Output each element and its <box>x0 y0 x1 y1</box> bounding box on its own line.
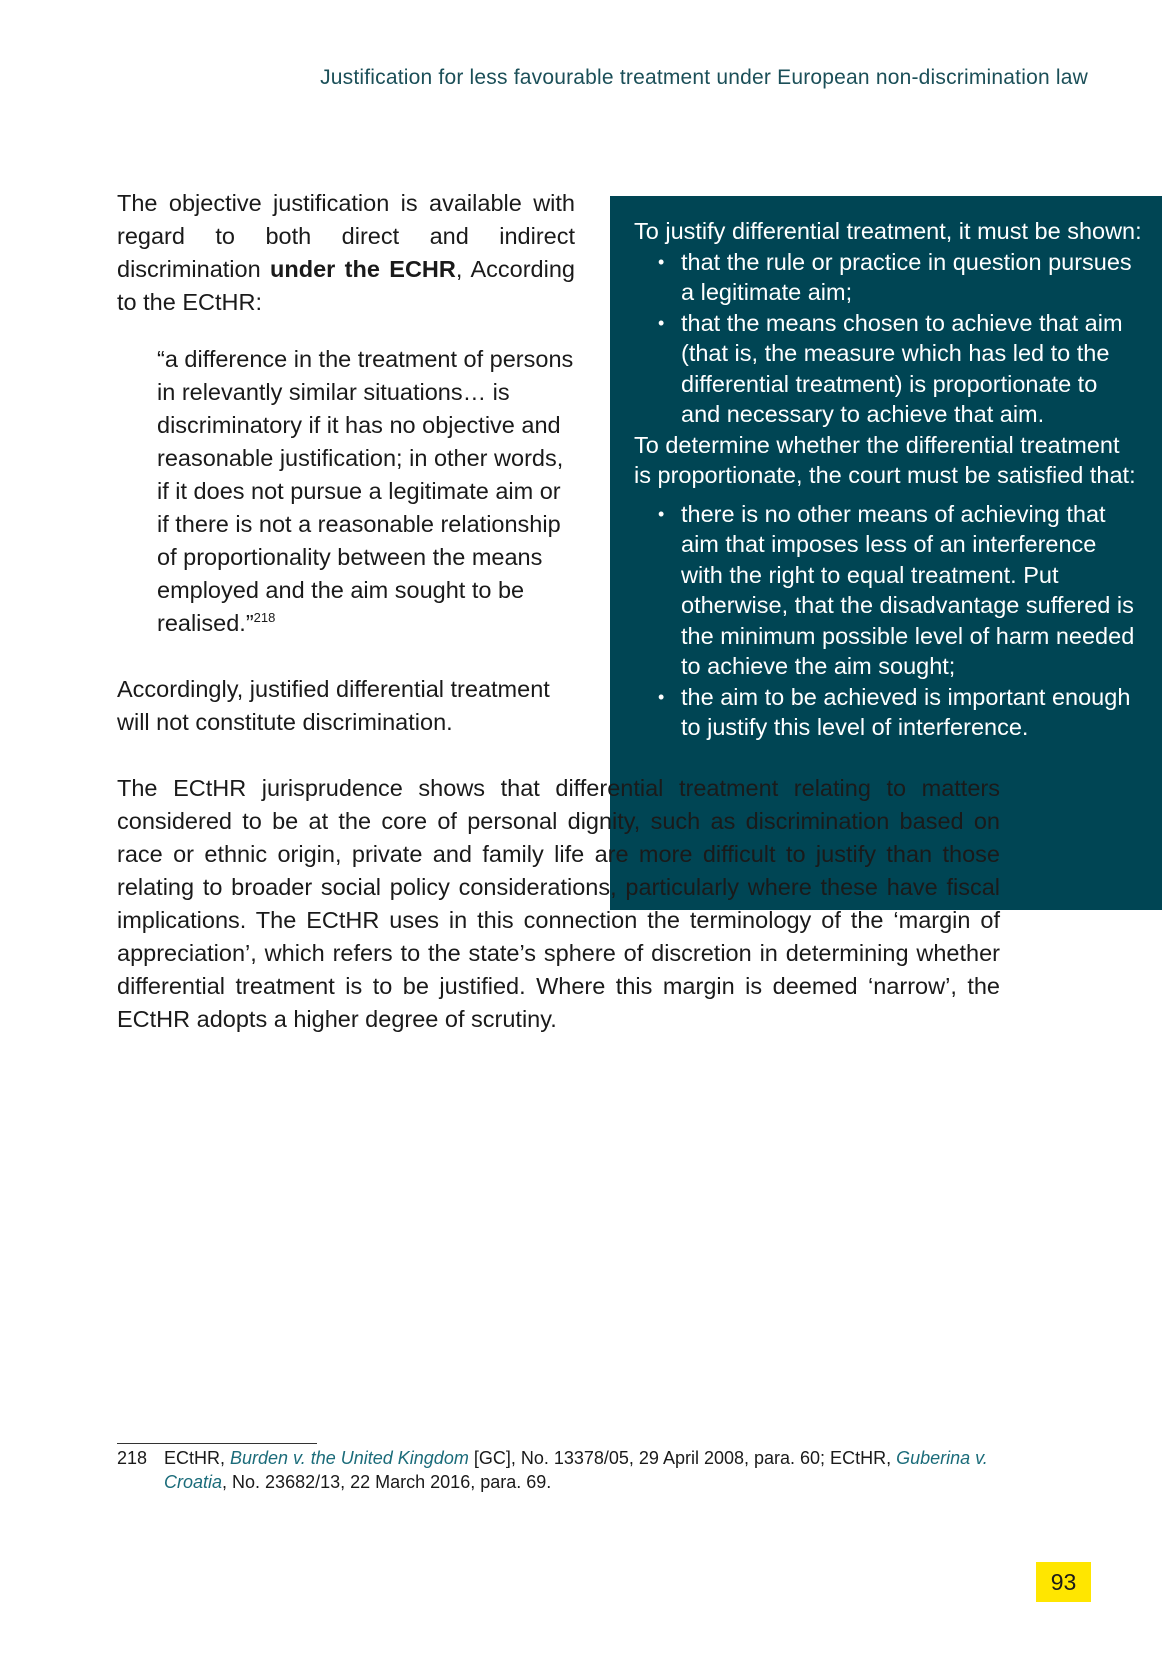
footnote-divider <box>117 1443 317 1444</box>
footnote-text: [GC], No. 13378/05, 29 April 2008, para. 60; ECtHR, <box>468 1448 897 1468</box>
box-list-item-text: that the means chosen to achieve that aim (that is, the measure which has led to the differential treatment) is proportionate to and necessary to achieve that aim. <box>681 309 1123 427</box>
paragraph-accordingly: Accordingly, justified differential treatment will not constitute discrimination. <box>117 676 550 735</box>
box-intro-1: To justify differential treatment, it must be shown: <box>634 218 1142 244</box>
paragraph-jurisprudence: The ECtHR jurisprudence shows that differential treatment relating to matters considered to be at the core of personal dignity, such as discrimination based on race or ethnic origin, private and family life are more difficult to justify than those relating to broader social policy considerations, particularly where these have fiscal implications. The ECtHR uses in this connection the terminology of the ‘margin of appreciation’, which refers to the state’s sphere of discretion in determining whether differential treatment is to be justified. Where this margin is deemed ‘narrow’, the ECtHR adopts a higher degree of scrutiny. <box>117 775 1000 1032</box>
paragraph-text: , According to the ECtHR: <box>117 256 575 315</box>
block-quote <box>157 343 577 640</box>
main-text <box>117 187 1000 1036</box>
bullet-icon: • <box>658 312 665 333</box>
footnote-text: ECtHR, <box>164 1448 231 1468</box>
bullet-icon: • <box>658 686 665 707</box>
quote-text: “a difference in the treatment of persons in relevantly similar situations… is discriminatory if it has no objective and reasonable justification; in other words, if it does not pursue a legitimate aim or if there is not a reasonable relationship of proportionality between the means employed and the aim sought to be realised.” <box>157 346 574 636</box>
box-list-item-text: that the rule or practice in question pursues a legitimate aim; <box>681 248 1132 305</box>
paragraph-text: The objective justification is available with regard to both direct and indirect discrimination <box>117 190 575 282</box>
footnote <box>117 1446 997 1494</box>
case-link-burden[interactable]: Burden v. the United Kingdom <box>230 1448 469 1468</box>
bullet-icon: • <box>658 251 665 272</box>
bullet-icon: • <box>658 503 665 524</box>
paragraph-intro <box>117 187 575 319</box>
footnote-text: , No. 23682/13, 22 March 2016, para. 69. <box>222 1472 552 1492</box>
box-list-item-text: the aim to be achieved is important enough to justify this level of interference. <box>681 683 1131 740</box>
running-header: Justification for less favourable treatment under European non-discrimination law <box>320 66 1088 89</box>
box-intro-2: To determine whether the differential treatment is proportionate, the court must be satisfied that: <box>634 431 1136 488</box>
box-list-item-text: there is no other means of achieving that aim that imposes less of an interference with the right to equal treatment. Put otherwise, that the disadvantage suffered is the minimum possible level of harm needed to achieve the aim sought; <box>681 500 1135 679</box>
bold-phrase: under the ECHR <box>270 256 456 282</box>
footnote-number: 218 <box>117 1448 148 1468</box>
case-link-guberina[interactable]: Guberina v. Croatia <box>164 1448 988 1492</box>
page-number: 93 <box>1036 1562 1091 1602</box>
footnote-body <box>164 1446 997 1494</box>
footnote-ref[interactable]: 218 <box>253 610 276 625</box>
